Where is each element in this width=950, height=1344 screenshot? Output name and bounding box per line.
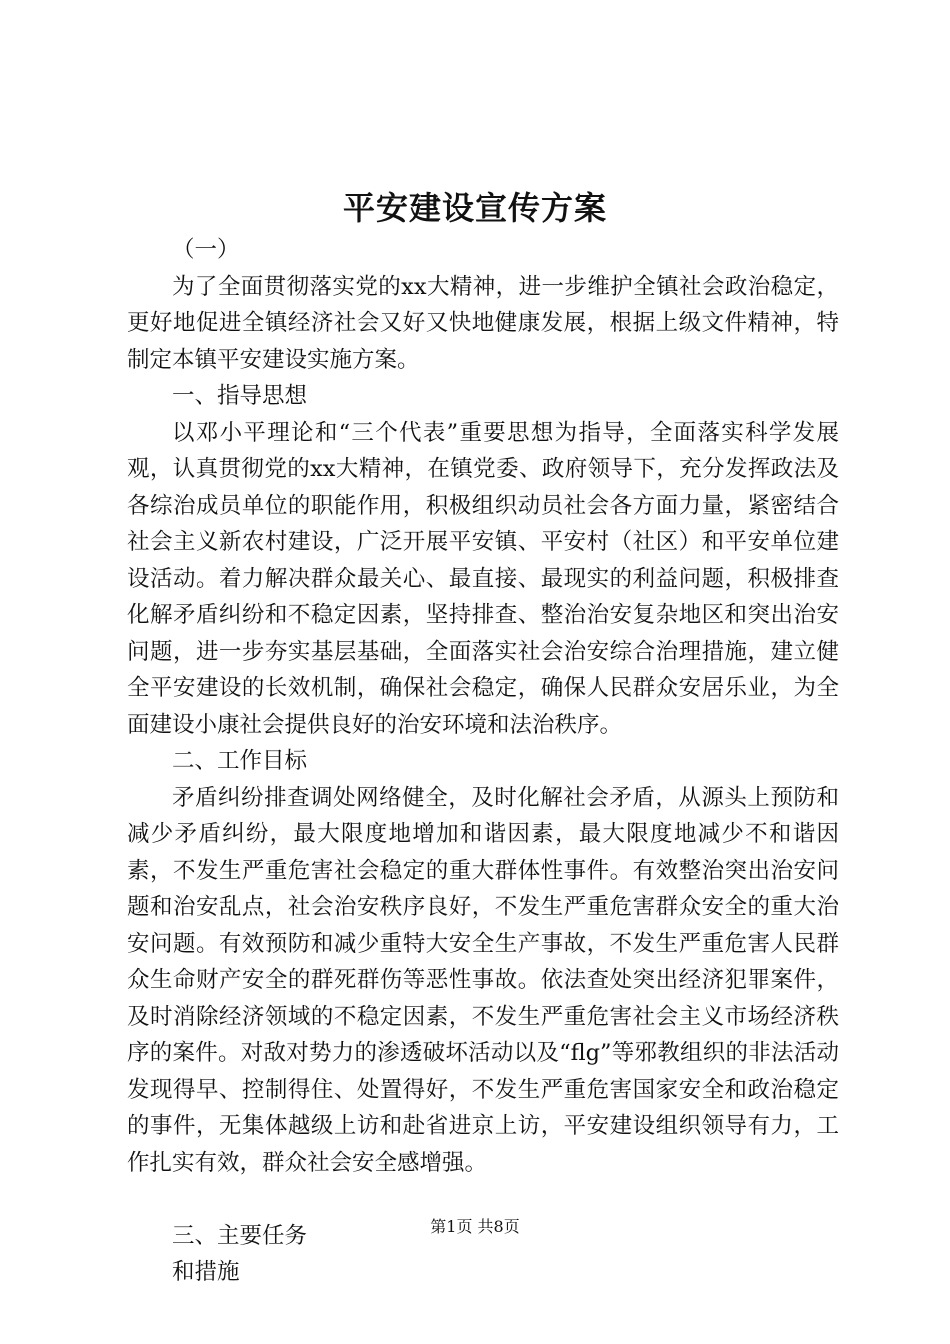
page-indicator: 第1页 共8页 <box>430 1217 520 1236</box>
heading-main-tasks: 三、主要任务 <box>172 1222 308 1249</box>
document-title: 平安建设宣传方案 <box>342 189 607 227</box>
heading-main-tasks-continued: 和措施 <box>172 1259 240 1285</box>
section-marker: （一） <box>172 237 240 263</box>
heading-work-goals: 二、工作目标 <box>172 748 308 774</box>
paragraph-guiding-thought: 以邓小平理论和“三个代表”重要思想为指导，全面落实科学发展观，认真贯彻党的xx大精神，在镇党委、政府领导下，充分发挥政法及各综治成员单位的职能作用，积极组织动员社会各方面力量，紧密结合社会主义新农村建设，广泛开展平安镇、平安村（社区）和平安单位建设活动。着力解决群众最关心、最直接、最现实的利益问题，积极排查化解矛盾纠纷和不稳定因素，坚持排查、整治治安复杂地区和突出治安问题，进一步夯实基层基础，全面落实社会治安综合治理措施，建立健全平安建设的长效机制，确保社会稳定，确保人民群众安居乐业，为全面建设小康社会提供良好的治安环境和法治秩序。 <box>127 419 839 738</box>
document-body <box>127 232 839 1291</box>
paragraph-work-goals: 矛盾纠纷排查调处网络健全，及时化解社会矛盾，从源头上预防和减少矛盾纠纷，最大限度地增加和谐因素，最大限度地减少不和谐因素，不发生严重危害社会稳定的重大群体性事件。有效整治突出治安问题和治安乱点，社会治安秩序良好，不发生严重危害群众安全的重大治安问题。有效预防和减少重特大安全生产事故，不发生严重危害人民群众生命财产安全的群死群伤等恶性事故。依法查处突出经济犯罪案件，及时消除经济领域的不稳定因素，不发生严重危害社会主义市场经济秩序的案件。对敌对势力的渗透破坏活动以及“flg”等邪教组织的非法活动发现得早、控制得住、处置得好，不发生严重危害国家安全和政治稳定的事件，无集体越级上访和赴省进京上访，平安建设组织领导有力，工作扎实有效，群众社会安全感增强。 <box>127 784 839 1176</box>
intro-paragraph: 为了全面贯彻落实党的xx大精神，进一步维护全镇社会政治稳定，更好地促进全镇经济社会又好又快地健康发展，根据上级文件精神，特制定本镇平安建设实施方案。 <box>127 273 839 373</box>
blank-line <box>127 1181 839 1218</box>
heading-guiding-thought: 一、指导思想 <box>172 383 308 409</box>
